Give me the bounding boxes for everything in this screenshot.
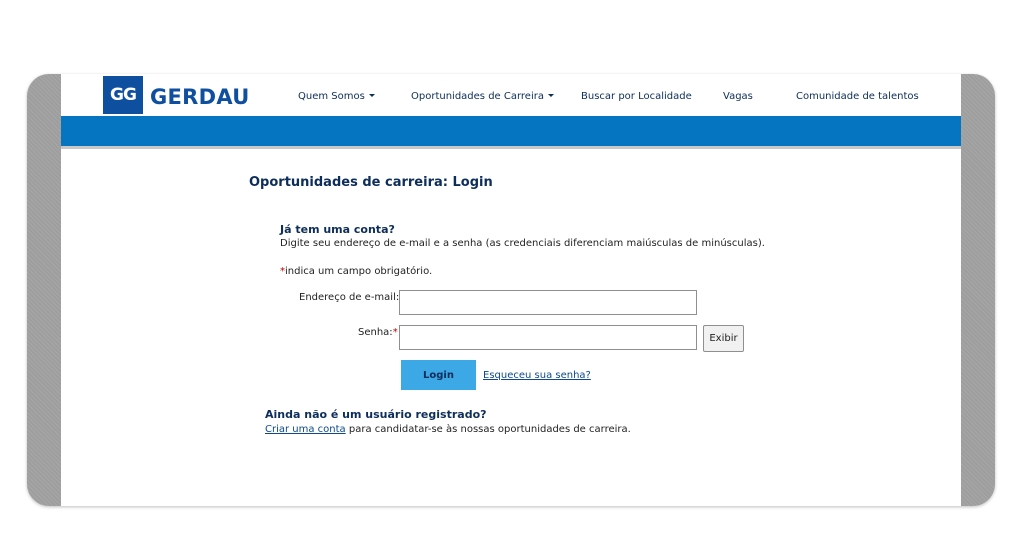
page-title: Oportunidades de carreira: Login <box>249 175 493 190</box>
nav-item-comunidade-de-talentos[interactable] <box>796 90 919 104</box>
login-button[interactable]: Login <box>401 360 476 390</box>
nav-item-label: Comunidade de talentos <box>796 91 919 102</box>
register-text <box>265 423 631 436</box>
top-navbar <box>61 74 961 116</box>
caret-down-icon <box>548 94 554 97</box>
caret-down-icon <box>369 94 375 97</box>
gerdau-logo-icon[interactable]: GG <box>103 76 143 114</box>
email-label-text: Endereço de e-mail: <box>299 292 400 303</box>
register-section-heading: Ainda não é um usuário registrado? <box>265 408 487 421</box>
required-field-note <box>280 265 432 278</box>
forgot-password-link[interactable]: Esqueceu sua senha? <box>483 370 591 381</box>
nav-item-oportunidades-de-carreira[interactable] <box>411 90 554 104</box>
nav-item-vagas[interactable] <box>723 90 753 104</box>
browser-page <box>61 74 961 506</box>
create-account-link[interactable]: Criar uma conta <box>265 424 346 435</box>
login-instructions: Digite seu endereço de e-mail e a senha (as credenciais diferenciam maiúsculas de minúsculas). <box>280 238 765 249</box>
header-divider <box>61 146 961 149</box>
login-section-heading: Já tem uma conta? <box>280 223 395 236</box>
nav-item-quem-somos[interactable] <box>298 90 375 104</box>
nav-item-label: Quem Somos <box>298 91 365 102</box>
password-label-text: Senha: <box>358 327 393 338</box>
password-label <box>358 326 398 339</box>
nav-item-label: Oportunidades de Carreira <box>411 91 544 102</box>
password-field[interactable] <box>399 325 697 350</box>
nav-item-buscar-por-localidade[interactable] <box>581 90 692 104</box>
email-label <box>299 291 404 304</box>
nav-item-label: Buscar por Localidade <box>581 91 692 102</box>
show-password-button[interactable]: Exibir <box>703 325 744 352</box>
required-marker: * <box>392 327 398 338</box>
header-band <box>61 116 961 146</box>
nav-item-label: Vagas <box>723 91 753 102</box>
email-field[interactable] <box>399 290 697 315</box>
gerdau-logo-text[interactable]: GERDAU <box>150 85 250 109</box>
required-marker: * <box>280 266 285 277</box>
register-text-suffix: para candidatar-se às nossas oportunidades de carreira. <box>345 424 631 435</box>
required-note-text: indica um campo obrigatório. <box>285 266 433 277</box>
